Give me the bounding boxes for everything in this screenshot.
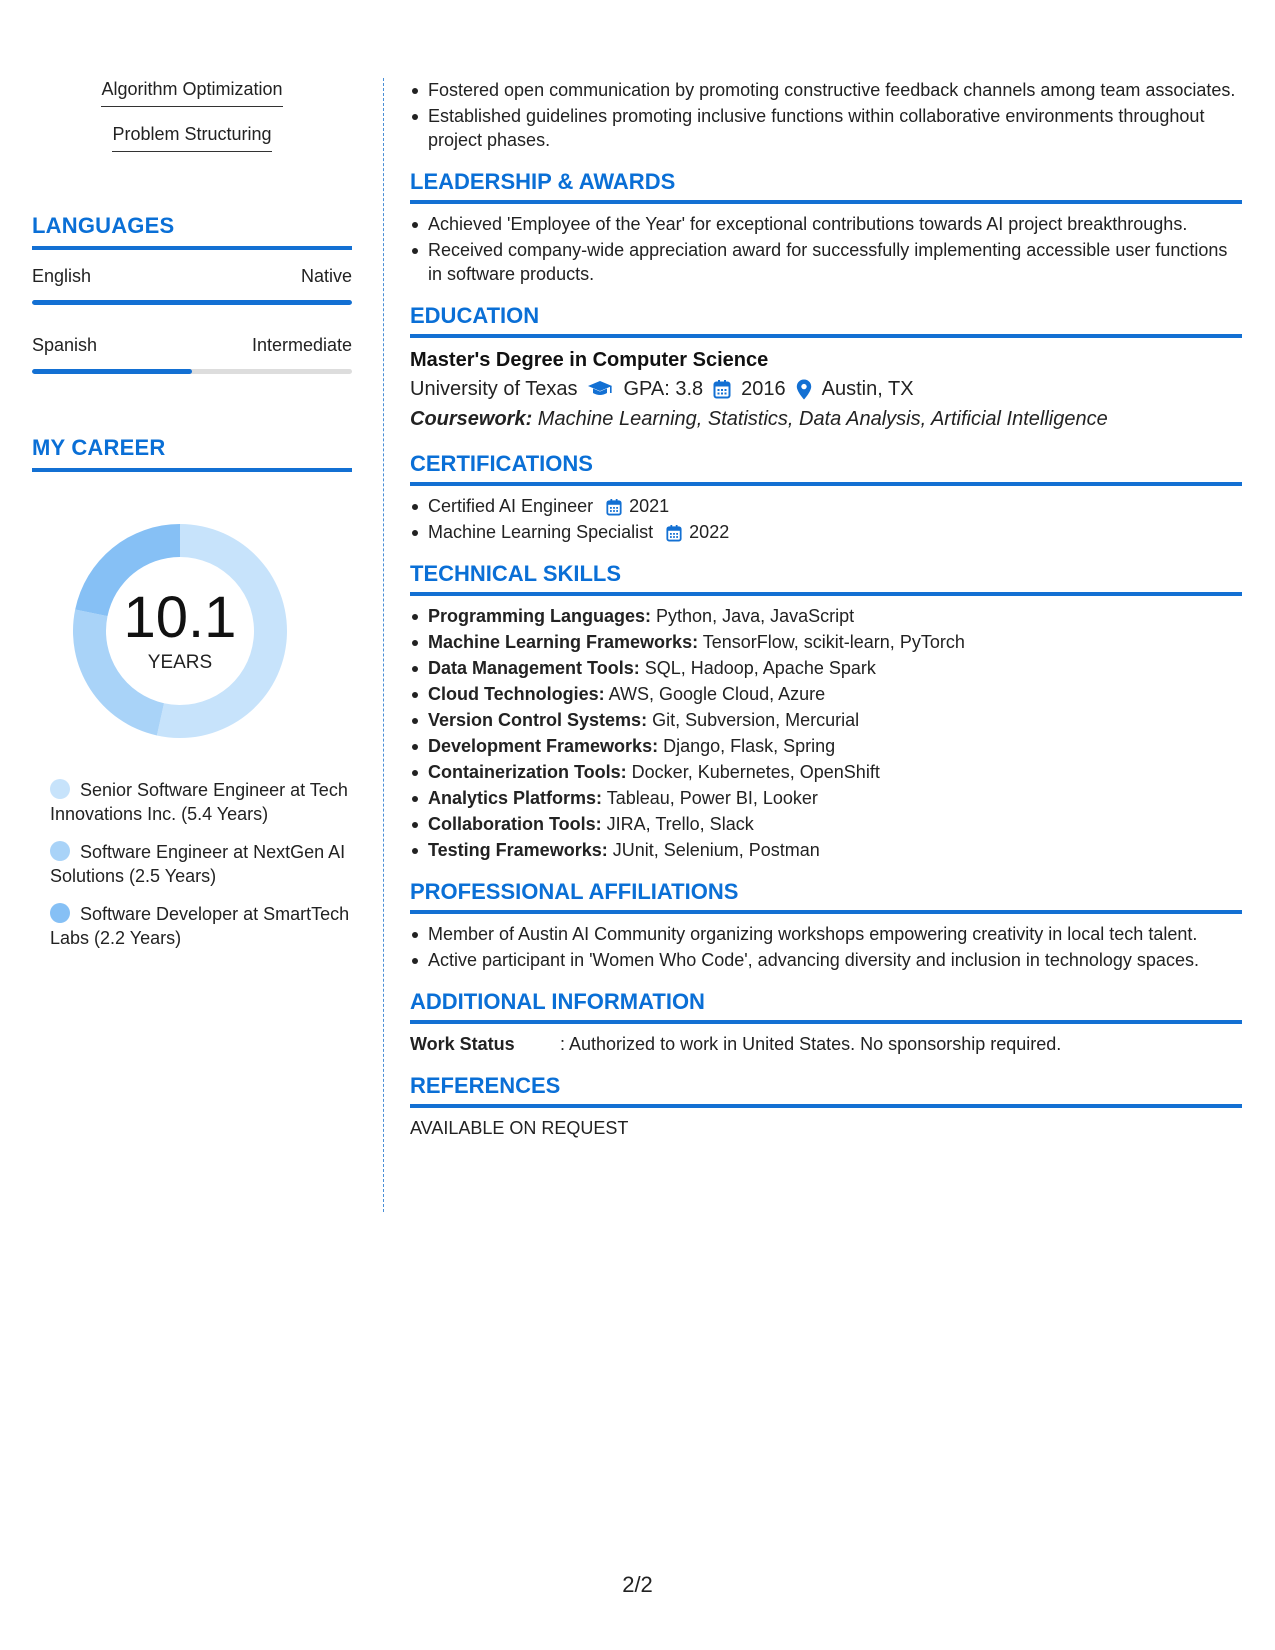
- career-legend-item: [50, 778, 350, 826]
- skill-values: SQL, Hadoop, Apache Spark: [639, 658, 876, 678]
- career-legend: [50, 778, 350, 950]
- additional-info-heading: ADDITIONAL INFORMATION: [410, 988, 1242, 1024]
- affiliations-heading: PROFESSIONAL AFFILIATIONS: [410, 878, 1242, 914]
- skill-category: Development Frameworks:: [428, 736, 659, 756]
- skill-category: Machine Learning Frameworks:: [428, 632, 699, 652]
- skill-tag: Problem Structuring: [112, 123, 271, 152]
- skill-values: TensorFlow, scikit-learn, PyTorch: [698, 632, 965, 652]
- degree-title: Master's Degree in Computer Science: [410, 349, 769, 371]
- career-total-years: 10.1: [123, 585, 237, 650]
- technical-skill-item: [428, 682, 1242, 706]
- leadership-heading: LEADERSHIP & AWARDS: [410, 168, 1242, 204]
- language-item: [32, 264, 352, 305]
- skill-category: Cloud Technologies:: [428, 684, 605, 704]
- certification-item: [428, 520, 1242, 544]
- leadership-list: [410, 212, 1242, 286]
- technical-skill-item: [428, 786, 1242, 810]
- calendar-icon: [606, 498, 622, 516]
- skill-category: Version Control Systems:: [428, 710, 648, 730]
- technical-skill-item: [428, 812, 1242, 836]
- career-donut-chart: [65, 516, 295, 746]
- language-bar-fill: [32, 300, 352, 305]
- column-divider: [383, 78, 384, 1212]
- career-legend-text: Software Engineer at NextGen AI Solutions (2.5 Years): [50, 842, 346, 886]
- career-legend-item: [50, 902, 350, 950]
- skill-values: Django, Flask, Spring: [658, 736, 836, 756]
- technical-skill-item: [428, 734, 1242, 758]
- experience-bullets: [410, 78, 1242, 152]
- list-item: Member of Austin AI Community organizing workshops empowering creativity in local tech talent.: [428, 922, 1242, 946]
- coursework: [410, 404, 1242, 434]
- language-bar: [32, 300, 352, 305]
- certification-year: 2021: [629, 496, 670, 516]
- languages-list: [32, 264, 352, 374]
- career-heading: MY CAREER: [32, 434, 352, 472]
- legend-dot-icon: [50, 903, 70, 923]
- school-name: University of Texas: [410, 378, 578, 400]
- list-item: Received company-wide appreciation award for successfully implementing accessible user functions in software products.: [428, 238, 1242, 286]
- technical-skill-item: [428, 604, 1242, 628]
- technical-skills-heading: TECHNICAL SKILLS: [410, 560, 1242, 596]
- technical-skill-item: [428, 760, 1242, 784]
- skill-values: JUnit, Selenium, Postman: [607, 840, 820, 860]
- skill-tag: Algorithm Optimization: [101, 78, 282, 107]
- certification-name: Certified AI Engineer: [428, 496, 594, 516]
- language-name: English: [32, 266, 92, 286]
- skill-category: Data Management Tools:: [428, 658, 640, 678]
- list-item: Active participant in 'Women Who Code', advancing diversity and inclusion in technology spaces.: [428, 948, 1242, 972]
- technical-skill-item: [428, 656, 1242, 680]
- career-legend-item: [50, 840, 350, 888]
- skill-values: Git, Subversion, Mercurial: [647, 710, 860, 730]
- certifications-heading: CERTIFICATIONS: [410, 450, 1242, 486]
- education-entry: [410, 346, 1242, 434]
- certification-item: [428, 494, 1242, 518]
- language-bar-fill: [32, 369, 192, 374]
- affiliations-list: [410, 922, 1242, 972]
- graduation-cap-icon: [587, 380, 613, 398]
- skill-values: AWS, Google Cloud, Azure: [604, 684, 826, 704]
- school-location: Austin, TX: [821, 378, 914, 400]
- list-item: Achieved 'Employee of the Year' for exceptional contributions towards AI project breakthroughs.: [428, 212, 1242, 236]
- technical-skill-item: [428, 630, 1242, 654]
- skill-category: Containerization Tools:: [428, 762, 627, 782]
- page-number: 2/2: [622, 1572, 653, 1597]
- list-item: Established guidelines promoting inclusive functions within collaborative environments throughout project phases.: [428, 104, 1242, 152]
- skill-category: Collaboration Tools:: [428, 814, 602, 834]
- work-status-value: : Authorized to work in United States. No sponsorship required.: [560, 1034, 1062, 1054]
- skill-category: Analytics Platforms:: [428, 788, 603, 808]
- languages-heading: LANGUAGES: [32, 212, 352, 250]
- list-item: Fostered open communication by promoting constructive feedback channels among team associates.: [428, 78, 1242, 102]
- language-level: Intermediate: [251, 335, 352, 355]
- skill-values: Docker, Kubernetes, OpenShift: [626, 762, 880, 782]
- technical-skills-list: [410, 604, 1242, 862]
- skill-category: Testing Frameworks:: [428, 840, 608, 860]
- work-status-row: [410, 1032, 1242, 1056]
- education-heading: EDUCATION: [410, 302, 1242, 338]
- coursework-value: Machine Learning, Statistics, Data Analysis, Artificial Intelligence: [532, 408, 1108, 430]
- skill-tags: [32, 78, 352, 168]
- calendar-icon: [666, 524, 682, 542]
- language-name: Spanish: [32, 335, 98, 355]
- coursework-label: Coursework:: [410, 408, 533, 430]
- skill-values: JIRA, Trello, Slack: [601, 814, 754, 834]
- skill-category: Programming Languages:: [428, 606, 652, 626]
- language-bar: [32, 369, 352, 374]
- education-details: [410, 374, 1242, 404]
- technical-skill-item: [428, 838, 1242, 862]
- career-total-unit: YEARS: [147, 652, 213, 673]
- right-column: [410, 78, 1242, 1140]
- certification-year: 2022: [689, 522, 730, 542]
- donut-center: [65, 516, 295, 746]
- references-value: AVAILABLE ON REQUEST: [410, 1118, 629, 1138]
- certification-name: Machine Learning Specialist: [428, 522, 654, 542]
- gpa: GPA: 3.8: [623, 378, 704, 400]
- certifications-list: [410, 494, 1242, 544]
- references-heading: REFERENCES: [410, 1072, 1242, 1108]
- career-legend-text: Software Developer at SmartTech Labs (2.2 Years): [50, 904, 350, 948]
- location-pin-icon: [796, 379, 812, 400]
- legend-dot-icon: [50, 779, 70, 799]
- calendar-icon: [713, 379, 731, 399]
- language-item: [32, 333, 352, 374]
- left-column: [32, 78, 352, 964]
- technical-skill-item: [428, 708, 1242, 732]
- language-level: Native: [300, 266, 352, 286]
- work-status-label: Work Status: [410, 1034, 515, 1054]
- career-legend-text: Senior Software Engineer at Tech Innovations Inc. (5.4 Years): [50, 780, 348, 824]
- legend-dot-icon: [50, 841, 70, 861]
- graduation-year: 2016: [741, 378, 786, 400]
- skill-values: Tableau, Power BI, Looker: [602, 788, 818, 808]
- skill-values: Python, Java, JavaScript: [651, 606, 855, 626]
